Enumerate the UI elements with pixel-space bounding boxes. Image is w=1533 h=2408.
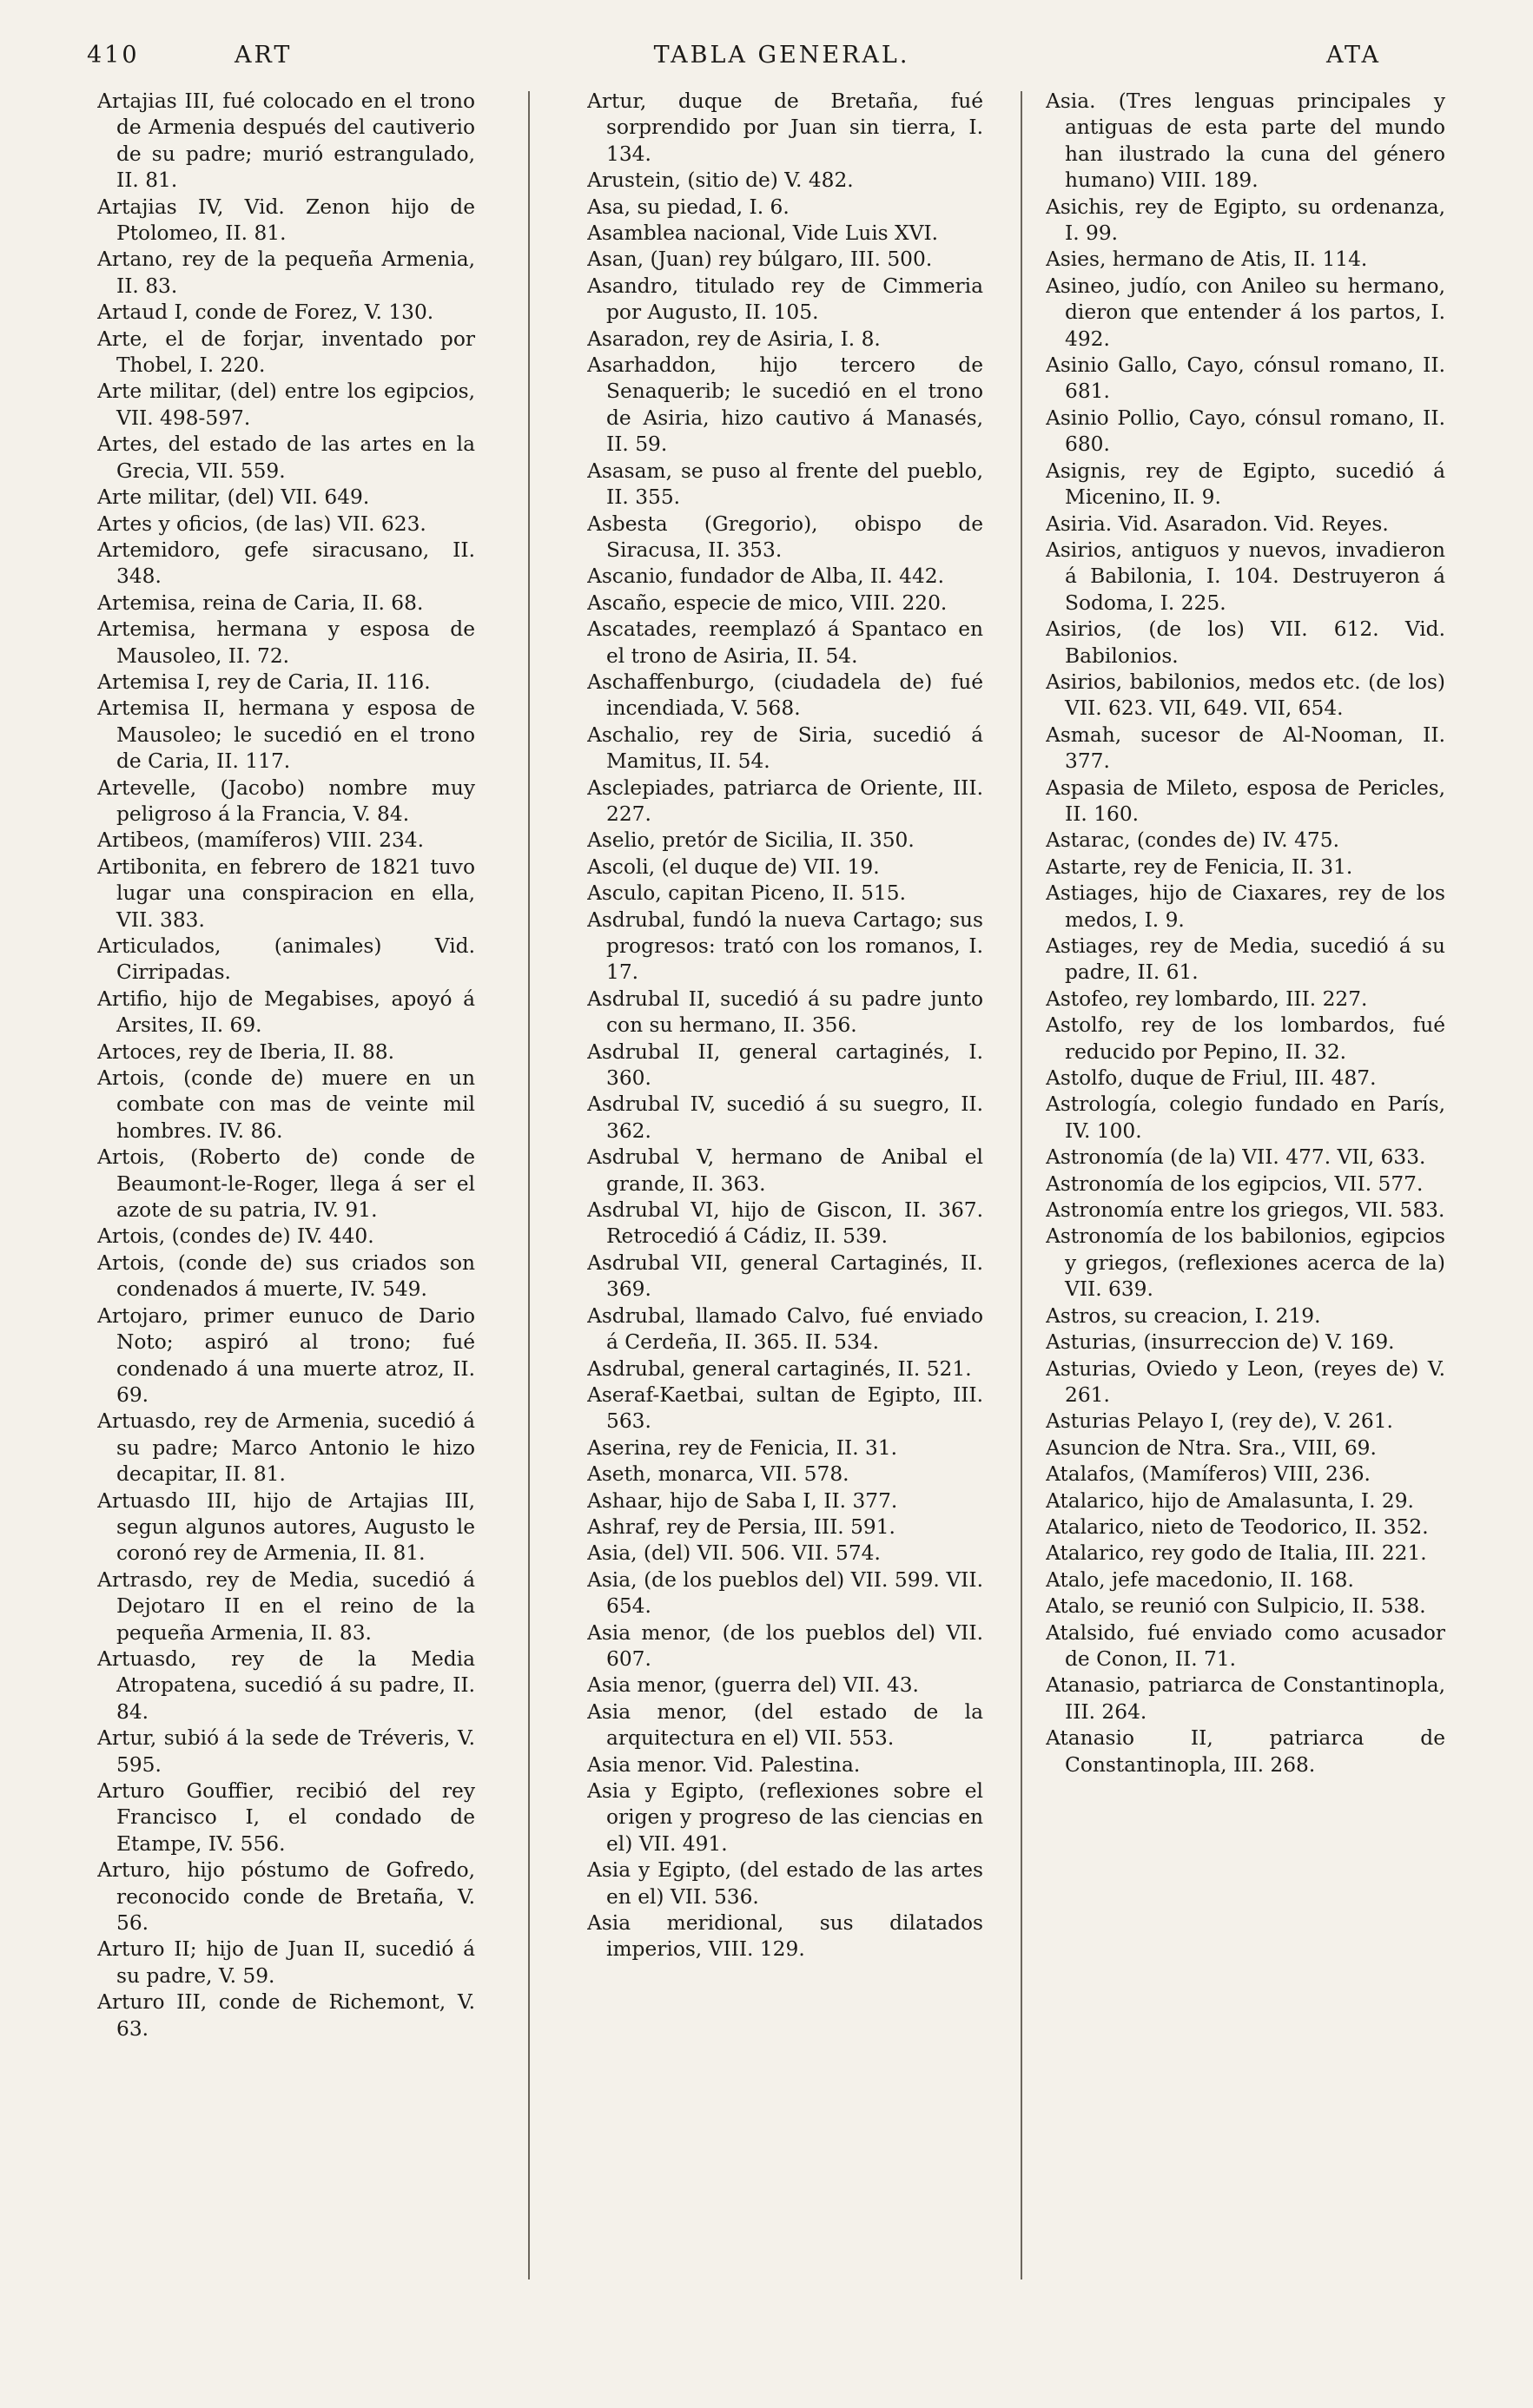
index-entry: Arustein, (sitio de) V. 482. xyxy=(587,168,854,193)
index-entry: Artur, duque de Bretaña, fué sorprendido por Juan sin tierra, I. 134. xyxy=(587,89,983,166)
index-entry: Artois, (condes de) IV. 440. xyxy=(97,1224,374,1249)
index-entry: Artes y oficios, (de las) VII. 623. xyxy=(97,511,426,536)
index-entry: Artemisa I, rey de Caria, II. 116. xyxy=(97,670,431,694)
index-entry: Artemisa, hermana y esposa de Mausoleo, II. 72. xyxy=(97,617,475,668)
index-entry: Asia y Egipto, (del estado de las artes en el) VII. 536. xyxy=(587,1858,983,1909)
index-entry: Asdrubal, general cartaginés, II. 521. xyxy=(587,1356,972,1381)
index-entry: Atanasio, patriarca de Constantinopla, III. 264. xyxy=(1046,1673,1445,1724)
index-entry: Asineo, judío, con Anileo su hermano, dieron que entender á los partos, I. 492. xyxy=(1046,274,1445,351)
index-entry: Asirios, antiguos y nuevos, invadieron á Babilonia, I. 104. Destruyeron á Sodoma, I. 225. xyxy=(1046,538,1445,615)
index-entry: Astronomía (de la) VII. 477. VII, 633. xyxy=(1046,1145,1426,1170)
index-entry: Asdrubal VI, hijo de Giscon, II. 367. Retrocedió á Cádiz, II. 539. xyxy=(587,1198,983,1249)
index-entry: Atalarico, rey godo de Italia, III. 221. xyxy=(1046,1541,1427,1566)
index-entry: Artibonita, en febrero de 1821 tuvo lugar una conspiracion en ella, VII. 383. xyxy=(97,854,475,932)
index-entry: Asdrubal II, general cartaginés, I. 360. xyxy=(587,1039,983,1091)
index-entry: Asinio Pollio, Cayo, cónsul romano, II. 680. xyxy=(1046,406,1445,457)
index-column-right xyxy=(1046,89,1445,2338)
index-entry: Aserina, rey de Fenicia, II. 31. xyxy=(587,1435,898,1460)
index-entry: Arturo II; hijo de Juan II, sucedió á su padre, V. 59. xyxy=(97,1937,475,1988)
index-entry: Asia y Egipto, (reflexiones sobre el origen y progreso de las ciencias en el) VII. 491. xyxy=(587,1779,983,1856)
page-number: 410 xyxy=(87,42,140,69)
index-entry: Asirios, (de los) VII. 612. Vid. Babilonios. xyxy=(1046,617,1445,668)
index-entry: Atalo, jefe macedonio, II. 168. xyxy=(1046,1567,1354,1592)
column-divider xyxy=(1021,91,1022,2279)
index-entry: Ascoli, (el duque de) VII. 19. xyxy=(587,854,880,879)
index-entry: Ascatades, reemplazó á Spantaco en el trono de Asiria, II. 54. xyxy=(587,617,983,668)
index-entry: Asa, su piedad, I. 6. xyxy=(587,195,790,219)
index-entry: Asturias, Oviedo y Leon, (reyes de) V. 261. xyxy=(1046,1356,1445,1407)
index-entry: Aspasia de Mileto, esposa de Pericles, II. 160. xyxy=(1046,775,1445,826)
index-entry: Articulados, (animales) Vid. Cirripadas. xyxy=(97,934,475,985)
index-entry: Asbesta (Gregorio), obispo de Siracusa, II. 353. xyxy=(587,511,983,562)
index-entry: Artuasdo III, hijo de Artajias III, segun algunos autores, Augusto le coronó rey de Armenia, II. 81. xyxy=(97,1488,475,1566)
index-entry: Asdrubal IV, sucedió á su suegro, II. 362. xyxy=(587,1092,983,1143)
index-entry: Artano, rey de la pequeña Armenia, II. 83. xyxy=(97,247,475,298)
index-entry: Astiages, rey de Media, sucedió á su padre, II. 61. xyxy=(1046,934,1445,985)
page-title: TABLA GENERAL. xyxy=(653,42,910,69)
index-entry: Aselio, pretór de Sicilia, II. 350. xyxy=(587,828,915,853)
index-entry: Astronomía entre los griegos, VII. 583. xyxy=(1046,1198,1445,1223)
index-entry: Asmah, sucesor de Al-Nooman, II. 377. xyxy=(1046,722,1445,774)
index-entry: Asia menor, (del estado de la arquitectura en el) VII. 553. xyxy=(587,1699,983,1751)
index-entry: Artajias III, fué colocado en el trono de Armenia después del cautiverio de su padre; murió estrangulado, II. 81. xyxy=(97,89,475,193)
index-entry: Astrología, colegio fundado en París, IV. 100. xyxy=(1046,1092,1445,1143)
index-entry: Astiages, hijo de Ciaxares, rey de los medos, I. 9. xyxy=(1046,881,1445,932)
index-entry: Ascanio, fundador de Alba, II. 442. xyxy=(587,564,945,589)
index-entry: Asaradon, rey de Asiria, I. 8. xyxy=(587,327,881,351)
index-entry: Asdrubal II, sucedió á su padre junto con su hermano, II. 356. xyxy=(587,986,983,1038)
index-entry: Asandro, titulado rey de Cimmeria por Augusto, II. 105. xyxy=(587,274,983,325)
index-entry: Atalo, se reunió con Sulpicio, II. 538. xyxy=(1046,1594,1426,1619)
index-entry: Aschaffenburgo, (ciudadela de) fué incendiada, V. 568. xyxy=(587,670,983,721)
index-entry: Aseraf-Kaetbai, sultan de Egipto, III. 563. xyxy=(587,1382,983,1434)
index-entry: Asculo, capitan Piceno, II. 515. xyxy=(587,881,906,906)
index-entry: Asdrubal, fundó la nueva Cartago; sus progresos: trató con los romanos, I. 17. xyxy=(587,907,983,985)
index-entry: Astolfo, duque de Friul, III. 487. xyxy=(1046,1066,1377,1091)
index-entry: Ashraf, rey de Persia, III. 591. xyxy=(587,1514,895,1539)
running-head xyxy=(87,42,1477,76)
index-entry: Atalarico, hijo de Amalasunta, I. 29. xyxy=(1046,1488,1414,1513)
index-entry: Astros, su creacion, I. 219. xyxy=(1046,1303,1321,1328)
index-entry: Aseth, monarca, VII. 578. xyxy=(587,1462,849,1487)
index-entry: Ascaño, especie de mico, VIII. 220. xyxy=(587,590,948,615)
index-entry: Asdrubal V, hermano de Anibal el grande, II. 363. xyxy=(587,1145,983,1196)
index-entry: Astronomía de los babilonios, egipcios y griegos, (reflexiones acerca de la) VII. 639. xyxy=(1046,1224,1445,1302)
index-entry: Artes, del estado de las artes en la Grecia, VII. 559. xyxy=(97,432,475,483)
index-entry: Artajias IV, Vid. Zenon hijo de Ptolomeo, II. 81. xyxy=(97,195,475,246)
index-entry: Asturias Pelayo I, (rey de), V. 261. xyxy=(1046,1409,1393,1434)
index-entry: Asies, hermano de Atis, II. 114. xyxy=(1046,247,1368,272)
index-entry: Atalarico, nieto de Teodorico, II. 352. xyxy=(1046,1514,1429,1539)
index-entry: Asclepiades, patriarca de Oriente, III. 227. xyxy=(587,775,983,826)
index-entry: Atalafos, (Mamíferos) VIII, 236. xyxy=(1046,1462,1371,1487)
index-entry: Asdrubal VII, general Cartaginés, II. 369. xyxy=(587,1250,983,1302)
index-entry: Asan, (Juan) rey búlgaro, III. 500. xyxy=(587,247,933,272)
index-entry: Asamblea nacional, Vide Luis XVI. xyxy=(587,221,939,246)
index-entry: Artois, (conde de) sus criados son condenados á muerte, IV. 549. xyxy=(97,1250,475,1302)
index-entry: Arturo III, conde de Richemont, V. 63. xyxy=(97,1990,475,2041)
index-entry: Artemisa, reina de Caria, II. 68. xyxy=(97,590,424,615)
index-entry: Artuasdo, rey de la Media Atropatena, sucedió á su padre, II. 84. xyxy=(97,1646,475,1724)
index-entry: Arte militar, (del) entre los egipcios, VII. 498-597. xyxy=(97,379,475,430)
index-entry: Artuasdo, rey de Armenia, sucedió á su padre; Marco Antonio le hizo decapitar, II. 81. xyxy=(97,1409,475,1487)
index-entry: Astofeo, rey lombardo, III. 227. xyxy=(1046,986,1368,1011)
index-entry: Asuncion de Ntra. Sra., VIII, 69. xyxy=(1046,1435,1377,1460)
index-column-middle xyxy=(587,89,983,2338)
column-divider xyxy=(528,91,530,2279)
index-entry: Artois, (Roberto de) conde de Beaumont-le-Roger, llega á ser el azote de su patria, IV. 91. xyxy=(97,1145,475,1223)
index-entry: Asia, (del) VII. 506. VII. 574. xyxy=(587,1541,881,1566)
index-entry: Artibeos, (mamíferos) VIII. 234. xyxy=(97,828,425,853)
index-entry: Asia meridional, sus dilatados imperios, VIII. 129. xyxy=(587,1911,983,1962)
index-entry: Asia menor, (guerra del) VII. 43. xyxy=(587,1673,919,1698)
index-entry: Astolfo, rey de los lombardos, fué reducido por Pepino, II. 32. xyxy=(1046,1013,1445,1064)
index-entry: Ashaar, hijo de Saba I, II. 377. xyxy=(587,1488,898,1513)
index-entry: Asichis, rey de Egipto, su ordenanza, I. 99. xyxy=(1046,195,1445,246)
index-entry: Arte militar, (del) VII. 649. xyxy=(97,485,370,510)
index-entry: Asia, (de los pueblos del) VII. 599. VII. 654. xyxy=(587,1567,983,1619)
index-entry: Artur, subió á la sede de Tréveris, V. 595. xyxy=(97,1726,475,1777)
index-entry: Astarte, rey de Fenicia, II. 31. xyxy=(1046,854,1353,879)
index-entry: Asia. (Tres lenguas principales y antiguas de esta parte del mundo han ilustrado la cuna del género humano) VIII. 189. xyxy=(1046,89,1445,193)
index-entry: Asturias, (insurreccion de) V. 169. xyxy=(1046,1330,1395,1355)
index-column-left xyxy=(97,89,475,2338)
index-entry: Asarhaddon, hijo tercero de Senaquerib; le sucedió en el trono de Asiria, hizo cautivo á Manasés, II. 59. xyxy=(587,353,983,457)
index-entry: Asinio Gallo, Cayo, cónsul romano, II. 681. xyxy=(1046,353,1445,404)
index-entry: Arturo, hijo póstumo de Gofredo, reconocido conde de Bretaña, V. 56. xyxy=(97,1858,475,1936)
index-entry: Artemidoro, gefe siracusano, II. 348. xyxy=(97,538,475,589)
index-entry: Arte, el de forjar, inventado por Thobel, I. 220. xyxy=(97,327,475,378)
left-guide-word: ART xyxy=(235,42,293,69)
index-entry: Arturo Gouffier, recibió del rey Francisco I, el condado de Etampe, IV. 556. xyxy=(97,1779,475,1856)
index-entry: Artemisa II, hermana y esposa de Mausoleo; le sucedió en el trono de Caria, II. 117. xyxy=(97,696,475,774)
index-entry: Astronomía de los egipcios, VII. 577. xyxy=(1046,1171,1424,1196)
index-entry: Artevelle, (Jacobo) nombre muy peligroso á la Francia, V. 84. xyxy=(97,775,475,826)
index-entry: Artaud I, conde de Forez, V. 130. xyxy=(97,300,434,325)
index-entry: Artifio, hijo de Megabises, apoyó á Arsites, II. 69. xyxy=(97,986,475,1038)
index-entry: Artrasdo, rey de Media, sucedió á Dejotaro II en el reino de la pequeña Armenia, II. 83. xyxy=(97,1567,475,1645)
index-entry: Asirios, babilonios, medos etc. (de los) VII. 623. VII, 649. VII, 654. xyxy=(1046,670,1445,721)
index-entry: Artois, (conde de) muere en un combate con mas de veinte mil hombres. IV. 86. xyxy=(97,1066,475,1143)
index-entry: Atanasio II, patriarca de Constantinopla, III. 268. xyxy=(1046,1726,1445,1777)
index-entry: Artoces, rey de Iberia, II. 88. xyxy=(97,1039,395,1064)
right-guide-word: ATA xyxy=(1325,42,1381,69)
index-entry: Aschalio, rey de Siria, sucedió á Mamitus, II. 54. xyxy=(587,722,983,774)
index-entry: Asdrubal, llamado Calvo, fué enviado á Cerdeña, II. 365. II. 534. xyxy=(587,1303,983,1355)
index-entry: Astarac, (condes de) IV. 475. xyxy=(1046,828,1339,853)
index-entry: Asia menor. Vid. Palestina. xyxy=(587,1752,861,1777)
index-entry: Asiria. Vid. Asaradon. Vid. Reyes. xyxy=(1046,511,1389,536)
index-entry: Atalsido, fué enviado como acusador de Conon, II. 71. xyxy=(1046,1620,1445,1671)
index-entry: Asia menor, (de los pueblos del) VII. 607. xyxy=(587,1620,983,1671)
index-entry: Artojaro, primer eunuco de Dario Noto; aspiró al trono; fué condenado á una muerte atroz, II. 69. xyxy=(97,1303,475,1407)
index-entry: Asignis, rey de Egipto, sucedió á Micenino, II. 9. xyxy=(1046,459,1445,510)
index-entry: Asasam, se puso al frente del pueblo, II. 355. xyxy=(587,459,983,510)
